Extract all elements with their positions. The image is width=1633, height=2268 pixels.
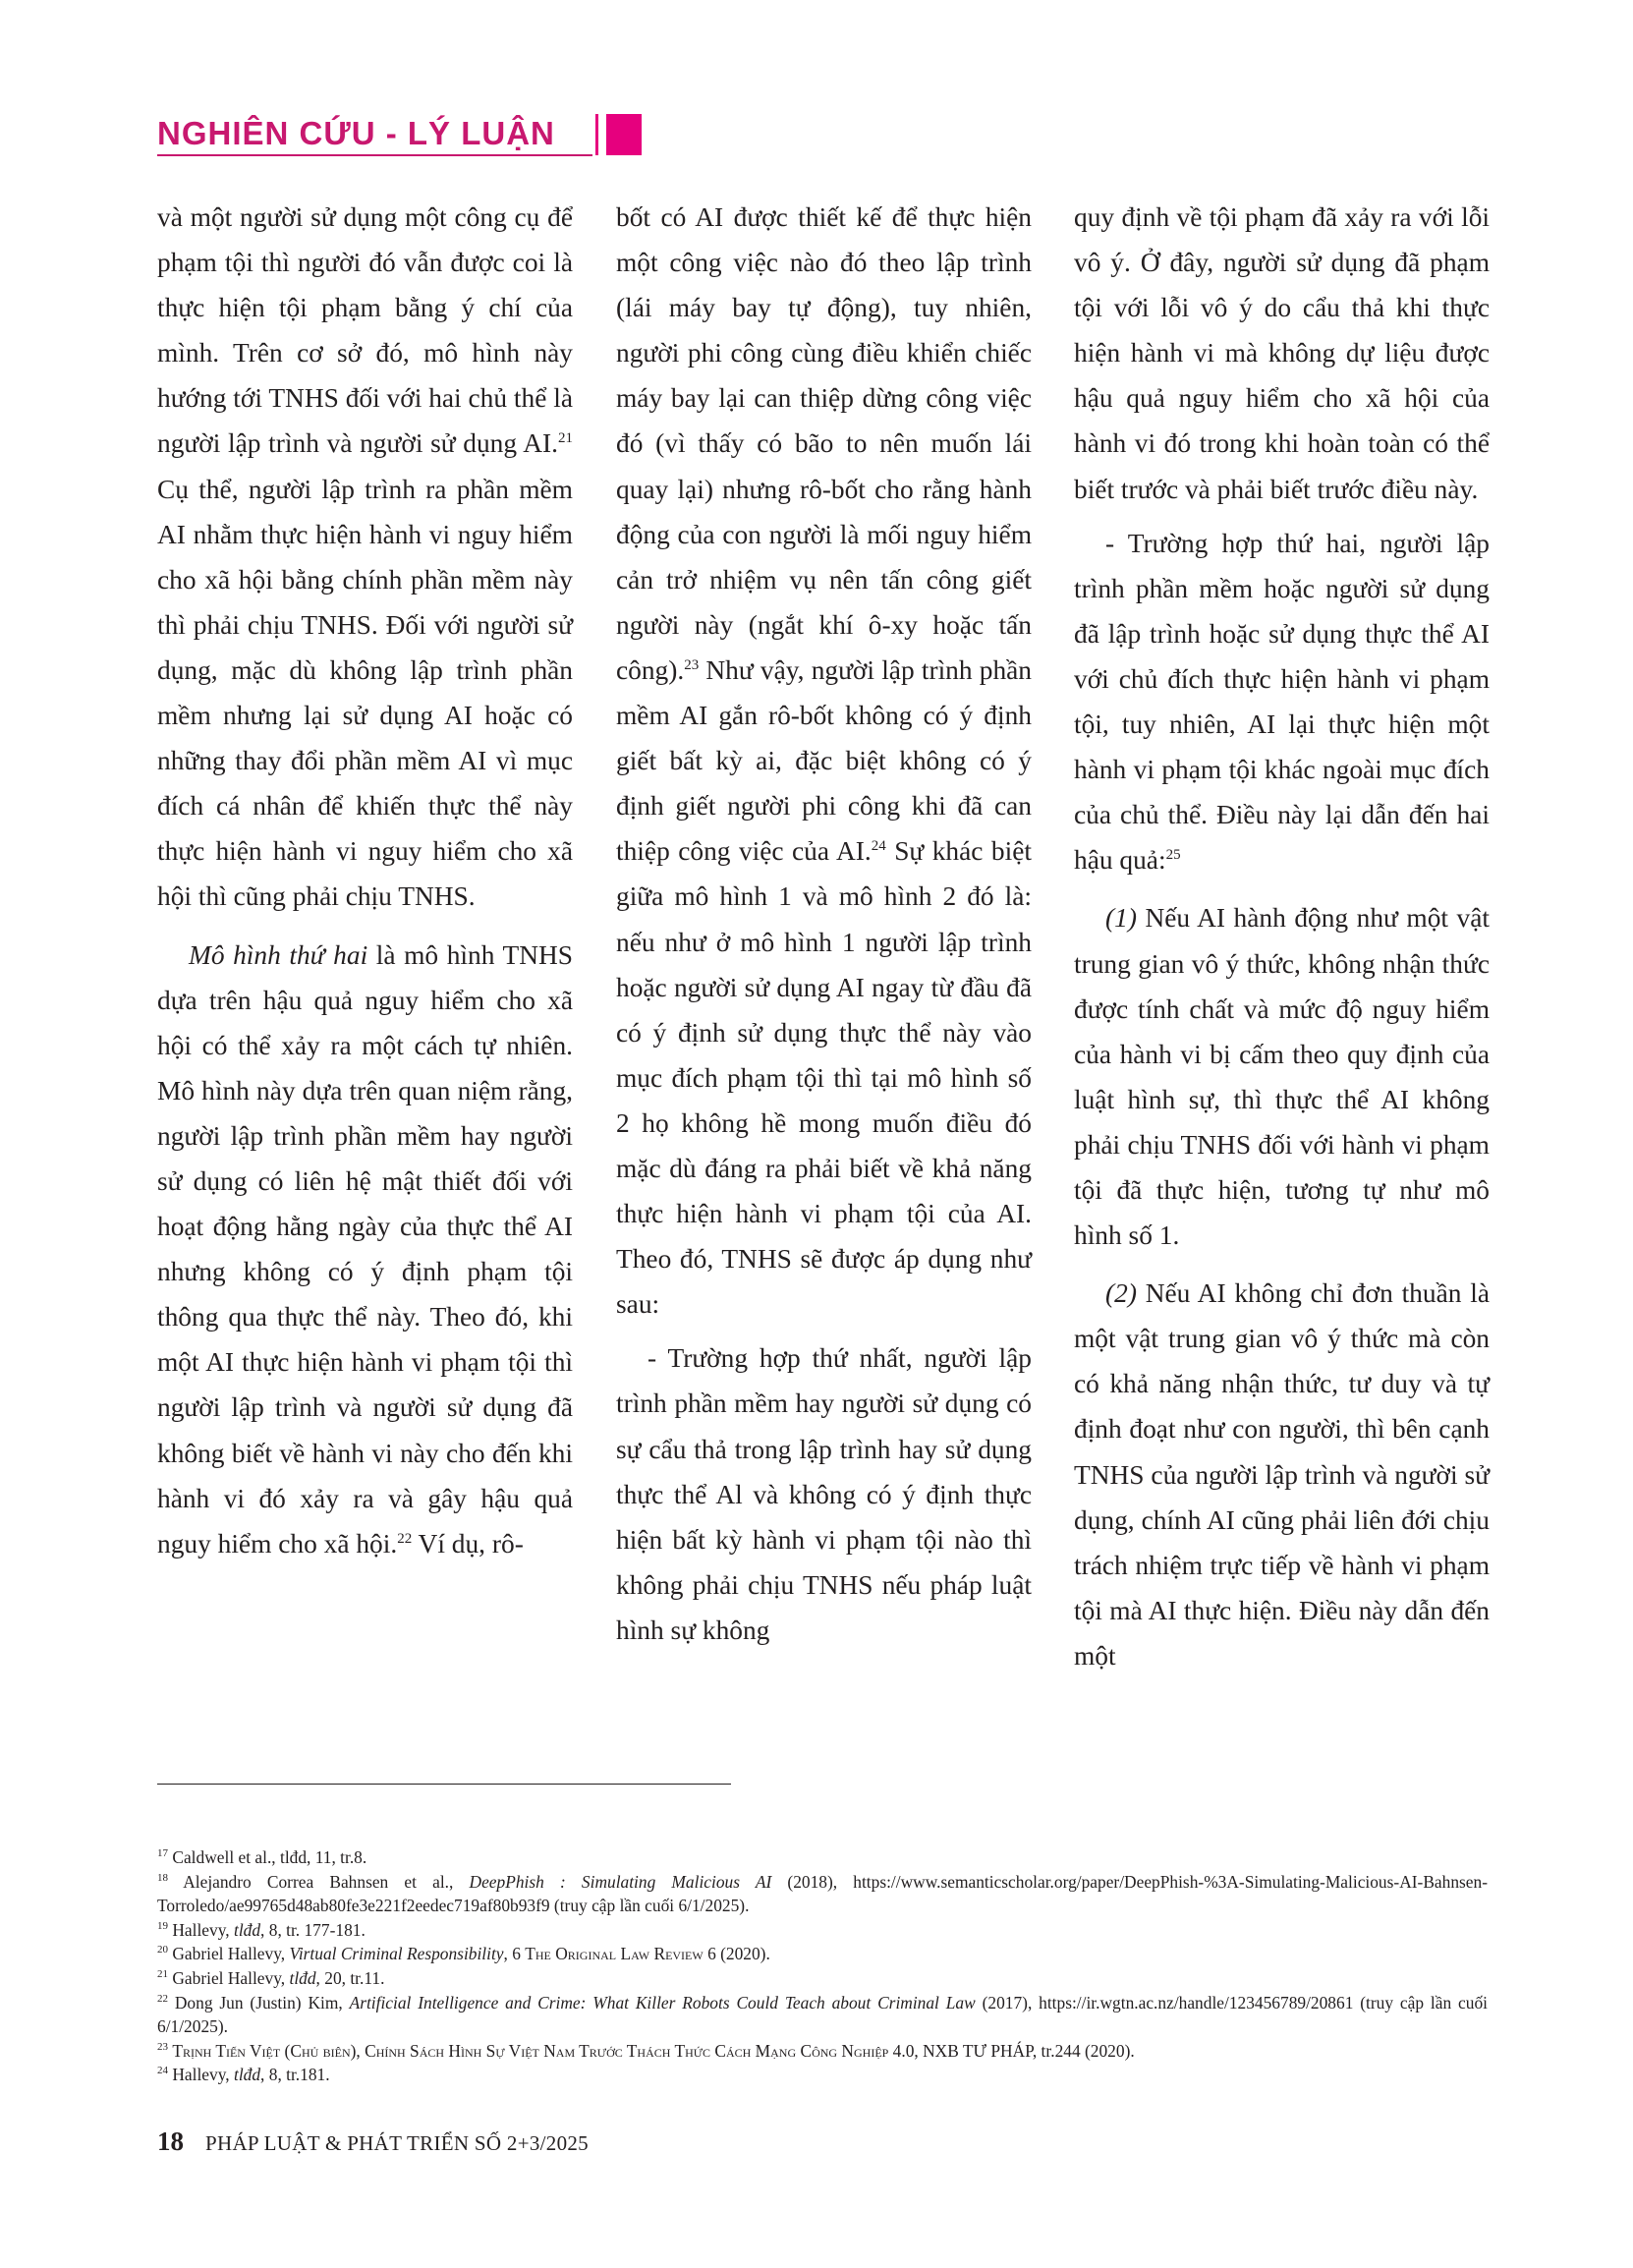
footnote-ref: 22 <box>397 1530 413 1547</box>
header-bar-decoration <box>595 114 598 155</box>
emphasis: (2) <box>1105 1278 1137 1309</box>
running-header <box>157 110 555 157</box>
header-rule <box>157 154 592 156</box>
footnote-link: (2017), https://ir.wgtn.ac.nz/handle/123456789/20861 (truy cập lần cuối 6/1/2025). <box>157 1992 1488 2037</box>
footnote: $^{24}$ Hallevy, tlđd, 8, tr.181. <box>157 2065 330 2085</box>
footnote: $^{17}$ Caldwell et al., tlđd, 11, tr.8. <box>157 1847 367 1867</box>
footnote-link: (2018), https://www.semanticscholar.org/paper/DeepPhish-%3A-Simulating-Malicious-AI-Bahnsen-Torroledo/ae99765d48ab80fe3e221f2eedec719af80b93f9 (truy cập lần cuối 6/1/2025). <box>157 1871 1489 1916</box>
paragraph: bốt có AI được thiết kế để thực hiện một công việc nào đó theo lập trình (lái máy bay tự động), tuy nhiên, người phi công cùng điều khiển chiếc máy bay lại can thiệp dừng công việc đó (vì thấy có bão to nên muốn lái quay lại) nhưng rô-bốt cho rằng hành động của con người là mối nguy hiểm cản trở nhiệm vụ nên tấn công giết người này (ngắt khí ô-xy hoặc tấn công).$^{23}$ Như vậy, người lập trình phần mềm AI gắn rô-bốt không có ý định giết bất kỳ ai, đặc biệt không có ý định giết người phi công khi đã can thiệp công việc của AI.$^{24}$ Sự khác biệt giữa mô hình 1 và mô hình 2 đó là: nếu như ở mô hình 1 người lập trình hoặc người sử dụng AI ngay từ đầu đã có ý định sử dụng thực thể này vào mục đích phạm tội thì tại mô hình số 2 họ không hề mong muốn điều đó mặc dù đáng ra phải biết về khả năng thực hiện hành vi phạm tội của AI. Theo đó, TNHS sẽ được áp dụng như sau: <box>616 202 1032 1320</box>
header-block-decoration <box>606 114 642 155</box>
footnote: $^{21}$ Gabriel Hallevy, tlđd, 20, tr.11. <box>157 1967 385 1988</box>
text-column-1 <box>157 195 573 1566</box>
text-column-3 <box>1074 195 1490 1678</box>
footnote: $^{18}$ Alejandro Correa Bahnsen et al., DeepPhish : Simulating Malicious AI (2018), https://www.semanticscholar.org/paper/DeepPhish-%3A-Simulating-Malicious-AI-Bahnsen-Torroledo/ae99765d48ab80fe3e221f2eedec719af80b93f9 (truy cập lần cuối 6/1/2025). <box>157 1871 1489 1916</box>
text-column-2 <box>616 195 1032 1653</box>
paragraph: - Trường hợp thứ hai, người lập trình phần mềm hoặc người sử dụng đã lập trình hoặc sử dụng thực thể AI với chủ đích thực hiện hành vi phạm tội, tuy nhiên, AI lại thực hiện một hành vi phạm tội khác ngoài mục đích của chủ thể. Điều này lại dẫn đến hai hậu quả:$^{25}$ <box>1074 528 1490 876</box>
footnote-ref: 24 <box>871 838 886 855</box>
page-number: 18 <box>157 2126 184 2156</box>
paragraph: quy định về tội phạm đã xảy ra với lỗi vô ý. Ở đây, người sử dụng đã phạm tội với lỗi vô ý do cẩu thả khi thực hiện hành vi mà không dự liệu được hậu quả nguy hiểm cho xã hội của hành vi đó trong khi hoàn toàn có thể biết trước và phải biết trước điều này. <box>1074 202 1490 504</box>
footnote-ref: 25 <box>1165 847 1181 864</box>
footnote-ref: 21 <box>558 430 573 447</box>
footnote: $^{22}$ Dong Jun (Justin) Kim, Artificial Intelligence and Crime: What Killer Robots Could Teach about Criminal Law (2017), https://ir.wgtn.ac.nz/handle/123456789/20861 (truy cập lần cuối 6/1/2025). <box>157 1992 1488 2037</box>
paragraph: Mô hình thứ hai là mô hình TNHS dựa trên hậu quả nguy hiểm cho xã hội có thể xảy ra một cách tự nhiên. Mô hình này dựa trên quan niệm rằng, người lập trình phần mềm hay người sử dụng có liên hệ mật thiết đối với hoạt động hằng ngày của thực thể AI nhưng không có ý định phạm tội thông qua thực thể này. Theo đó, khi một AI thực hiện hành vi phạm tội thì người lập trình và người sử dụng đã không biết về hành vi này cho đến khi hành vi đó xảy ra và gây hậu quả nguy hiểm cho xã hội.$^{22}$ Ví dụ, rô- <box>157 939 573 1559</box>
footnotes <box>157 1845 1488 2087</box>
footnote: $^{19}$ Hallevy, tlđd, 8, tr. 177-181. <box>157 1919 366 1940</box>
paragraph: - Trường hợp thứ nhất, người lập trình phần mềm hay người sử dụng có sự cẩu thả trong lập trình hay sử dụng thực thể Al và không có ý định thực hiện bất kỳ hành vi phạm tội nào thì không phải chịu TNHS nếu pháp luật hình sự không <box>616 1343 1032 1645</box>
emphasis: (1) <box>1105 903 1137 934</box>
footnote-rule <box>157 1784 731 1785</box>
footnote: $^{23}$ Trịnh Tiến Việt (Chủ biên), Chính Sách Hình Sự Việt Nam Trước Thách Thức Cách Mạng Công Nghiệp 4.0, NXB TƯ PHÁP, tr.244 (2020). <box>157 2040 1135 2061</box>
section-title: NGHIÊN CỨU - LÝ LUẬN <box>157 115 555 151</box>
paragraph: và một người sử dụng một công cụ để phạm tội thì người đó vẫn được coi là thực hiện tội phạm bằng ý chí của mình. Trên cơ sở đó, mô hình này hướng tới TNHS đối với hai chủ thể là người lập trình và người sử dụng AI.$^{21}$ Cụ thể, người lập trình ra phần mềm AI nhằm thực hiện hành vi nguy hiểm cho xã hội bằng chính phần mềm này thì phải chịu TNHS. Đối với người sử dụng, mặc dù không lập trình phần mềm nhưng lại sử dụng AI hoặc có những thay đổi phần mềm AI vì mục đích cá nhân để khiến thực thể này thực hiện hành vi nguy hiểm cho xã hội thì cũng phải chịu TNHS. <box>157 202 573 912</box>
paragraph: (2) Nếu AI không chỉ đơn thuần là một vật trung gian vô ý thức mà còn có khả năng nhận thức, tư duy và tự định đoạt như con người, thì bên cạnh TNHS của người lập trình và người sử dụng, chính AI cũng phải liên đới chịu trách nhiệm trực tiếp về hành vi phạm tội mà AI thực hiện. Điều này dẫn đến một <box>1074 1278 1490 1671</box>
footnote: $^{20}$ Gabriel Hallevy, Virtual Criminal Responsibility, 6 The Original Law Review 6 (2020). <box>157 1944 770 1964</box>
footnote-ref: 23 <box>684 656 700 673</box>
journal-title: PHÁP LUẬT & PHÁT TRIỂN SỐ 2+3/2025 <box>205 2131 589 2155</box>
emphasis: Mô hình thứ hai <box>189 939 368 970</box>
paragraph: (1) Nếu AI hành động như một vật trung gian vô ý thức, không nhận thức được tính chất và mức độ nguy hiểm của hành vi bị cấm theo quy định của luật hình sự, thì thực thể AI không phải chịu TNHS đối với hành vi phạm tội đã thực hiện, tương tự như mô hình số 1. <box>1074 903 1490 1251</box>
page-footer <box>157 2126 589 2157</box>
